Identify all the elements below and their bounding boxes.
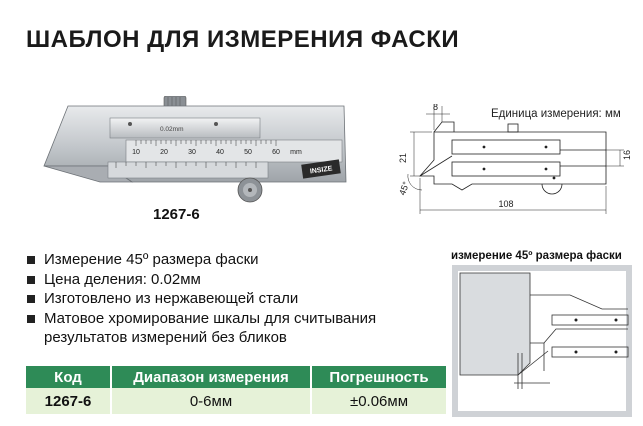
feature-text: Изготовлено из нержавеющей стали — [44, 290, 299, 307]
feature-item — [26, 250, 444, 270]
cell-code: 1267-6 — [26, 388, 111, 414]
scale-number: 30 — [188, 149, 196, 156]
scale-number: 50 — [244, 149, 252, 156]
header-code: Код — [26, 366, 111, 388]
dim-top: 8 — [433, 104, 439, 112]
dim-length: 108 — [498, 199, 514, 209]
cell-accuracy: ±0.06мм — [311, 388, 446, 414]
brand-logo: INSIZE — [309, 165, 333, 176]
bullet-icon — [27, 295, 35, 303]
header-range: Диапазон измерения — [111, 366, 311, 388]
feature-item — [26, 289, 444, 309]
header-accuracy: Погрешность — [311, 366, 446, 388]
vernier-label: 0.02mm — [160, 126, 184, 133]
scale-number: 20 — [160, 149, 168, 156]
feature-text: Цена деления: 0.02мм — [44, 270, 201, 288]
scale-number: 40 — [216, 149, 224, 156]
scale-number: 60 — [272, 149, 280, 156]
dim-height: 21 — [398, 152, 408, 163]
chamfer-gauge-photo — [40, 96, 350, 206]
bullet-icon — [27, 315, 35, 323]
scale-unit: mm — [290, 149, 302, 156]
model-caption: 1267-6 — [153, 206, 200, 223]
feature-text: Измерение 45º размера фаски — [44, 251, 259, 268]
spec-table — [26, 366, 446, 414]
feature-list — [26, 250, 444, 348]
bullet-icon — [27, 276, 35, 284]
page-title: ШАБЛОН ДЛЯ ИЗМЕРЕНИЯ ФАСКИ — [26, 26, 460, 53]
dim-angle: 45° — [397, 180, 412, 197]
feature-text: Матовое хромирование шкалы для считывания результатов измерений без бликов — [44, 309, 377, 346]
unit-note: Единица измерения: мм — [491, 108, 621, 120]
bullet-icon — [27, 256, 35, 264]
feature-item — [26, 309, 444, 348]
feature-item — [26, 270, 444, 290]
scale-number: 10 — [132, 149, 140, 156]
table-header-row — [26, 366, 446, 388]
dim-width: 16 — [622, 149, 632, 160]
usage-illustration — [452, 243, 634, 419]
table-row — [26, 388, 446, 414]
cell-range: 0-6мм — [111, 388, 311, 414]
usage-title: измерение 45º размера фаски — [451, 250, 622, 262]
dimension-drawing — [392, 104, 632, 222]
